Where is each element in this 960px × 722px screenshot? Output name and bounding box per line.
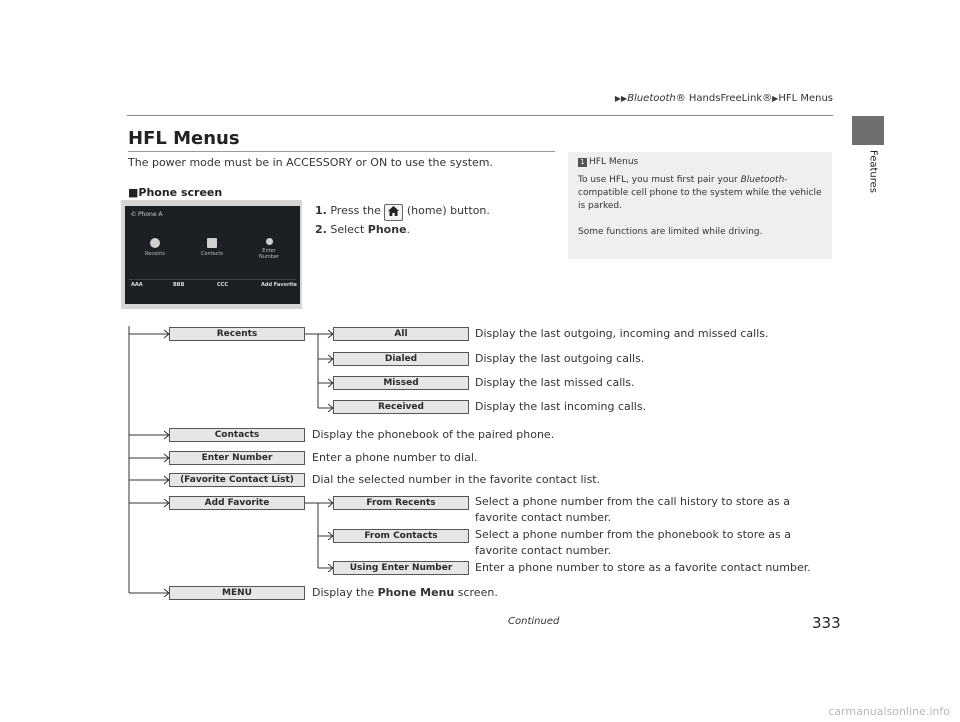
intro-text: The power mode must be in ACCESSORY or ON to use the system. <box>128 156 494 169</box>
menu-recents: Recents <box>169 327 305 341</box>
triangle-right-icon: ▶ <box>772 94 779 103</box>
screen-fav-ccc: CCC <box>217 282 229 288</box>
menu-favorite-contact-list: (Favorite Contact List) <box>169 473 305 487</box>
menu-missed: Missed <box>333 376 469 390</box>
desc-using-enter-number: Enter a phone number to store as a favorite contact number. <box>475 561 811 574</box>
desc-favorite-contact-list: Dial the selected number in the favorite contact list. <box>312 473 601 486</box>
breadcrumb-bluetooth: Bluetooth <box>627 93 676 104</box>
desc-menu: Display the Phone Menu screen. <box>312 586 498 599</box>
step-1: 1. Press the (home) button. <box>315 202 490 221</box>
step-2: 2. Select Phone. <box>315 223 411 236</box>
desc-contacts: Display the phonebook of the paired phone. <box>312 428 555 441</box>
menu-enter-number: Enter Number <box>169 451 305 465</box>
triangle-right-icon: ▶▶ <box>614 94 628 103</box>
menu-dialed: Dialed <box>333 352 469 366</box>
phone-icon: ✆ <box>131 211 138 218</box>
watermark: carmanualsonline.info <box>828 705 950 718</box>
menu-from-recents: From Recents <box>333 496 469 510</box>
screen-enter-number: Enter Number <box>255 238 283 260</box>
breadcrumb-handsfreelink: ® HandsFreeLink® <box>675 93 773 104</box>
desc-enter-number: Enter a phone number to dial. <box>312 451 478 464</box>
note-marker-icon: 1 <box>578 158 587 167</box>
page-number: 333 <box>812 614 841 632</box>
screen-header: ✆ Phone A <box>131 211 163 218</box>
desc-all: Display the last outgoing, incoming and missed calls. <box>475 327 769 340</box>
subsection-heading: ■Phone screen <box>128 186 223 199</box>
screen-fav-aaa: AAA <box>131 282 143 288</box>
menu-all: All <box>333 327 469 341</box>
note-body: To use HFL, you must first pair your Bluetooth-compatible cell phone to the system while the vehicle is parked. Some functions are limited while driving. <box>578 175 822 237</box>
screen-add-favorite: Add Favorite <box>261 282 297 288</box>
menu-from-contacts: From Contacts <box>333 529 469 543</box>
menu-using-enter-number: Using Enter Number <box>333 561 469 575</box>
desc-from-recents: Select a phone number from the call history to store as a favorite contact number. <box>475 495 790 524</box>
screen-fav-bbb: BBB <box>173 282 185 288</box>
breadcrumb-hfl-menus: HFL Menus <box>778 93 833 104</box>
menu-contacts: Contacts <box>169 428 305 442</box>
side-label: Features <box>867 150 879 193</box>
desc-dialed: Display the last outgoing calls. <box>475 352 645 365</box>
continued-label: Continued <box>508 616 560 627</box>
note-heading: 1 HFL Menus <box>578 157 638 167</box>
page-title: HFL Menus <box>128 128 240 149</box>
menu-add-favorite: Add Favorite <box>169 496 305 510</box>
screen-recents: Recents <box>141 238 169 257</box>
desc-from-contacts: Select a phone number from the phonebook to store as a favorite contact number. <box>475 528 791 557</box>
screen-contacts: Contacts <box>198 238 226 257</box>
menu-received: Received <box>333 400 469 414</box>
menu-menu: MENU <box>169 586 305 600</box>
desc-received: Display the last incoming calls. <box>475 400 647 413</box>
desc-missed: Display the last missed calls. <box>475 376 635 389</box>
